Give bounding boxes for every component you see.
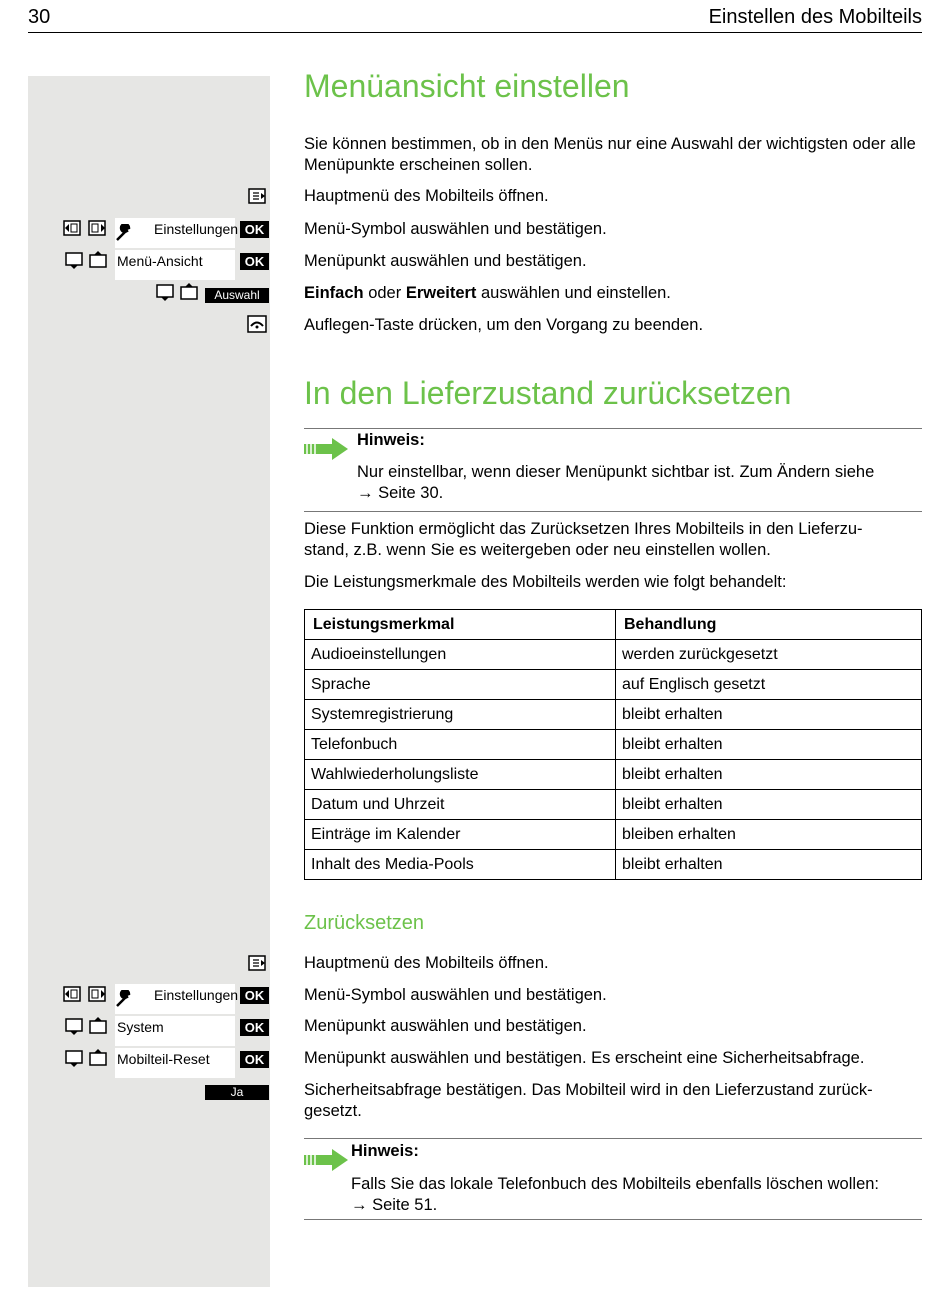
table-header-row (305, 610, 922, 640)
wrench-icon (115, 990, 133, 1008)
display-label: Einstellungen (154, 221, 239, 237)
display-einstellungen (115, 984, 239, 1014)
nav-down-key-icon (156, 284, 175, 302)
table-cell: bleibt erhalten (616, 850, 922, 880)
table-cell: bleibt erhalten (616, 760, 922, 790)
nav-up-key-icon (89, 1016, 108, 1034)
table-cell: bleibt erhalten (616, 700, 922, 730)
ok-softkey[interactable]: OK (240, 253, 269, 270)
table-row (305, 640, 922, 670)
table-cell: bleibt erhalten (616, 790, 922, 820)
step-select-reset: Menüpunkt auswählen und bestätigen. Es erscheint eine Sicherheitsabfrage. (304, 1049, 865, 1067)
hint-rule-bottom (304, 1219, 922, 1220)
display-einstellungen (115, 218, 239, 248)
nav-up-key-icon (180, 282, 199, 300)
table-cell: Wahlwiederholungsliste (305, 760, 616, 790)
reset-description-line1: Diese Funktion ermöglicht das Zurücksetzen Ihres Mobilteils in den Lieferzu- (304, 520, 863, 538)
header-rule (28, 32, 922, 33)
table-row (305, 820, 922, 850)
display-label: Einstellungen (154, 987, 239, 1003)
table-cell: Sprache (305, 670, 616, 700)
table-row (305, 700, 922, 730)
hint-text (357, 462, 922, 504)
nav-down-key-icon (65, 1018, 84, 1036)
hint-link[interactable]: → Seite 30. (357, 484, 444, 502)
display-label: System (117, 1019, 164, 1035)
nav-up-key-icon (89, 250, 108, 268)
table-cell: Systemregistrierung (305, 700, 616, 730)
step-confirm-line1: Sicherheitsabfrage bestätigen. Das Mobilteil wird in den Lieferzustand zurück- (304, 1081, 873, 1099)
hint-arrow-icon (304, 438, 348, 460)
hint-label: Hinweis: (357, 431, 425, 449)
ja-softkey[interactable]: Ja (205, 1085, 269, 1100)
auswahl-softkey[interactable]: Auswahl (205, 288, 269, 303)
table-row (305, 790, 922, 820)
display-label: Menü-Ansicht (117, 253, 203, 269)
hint-text-line: Falls Sie das lokale Telefonbuch des Mobilteils ebenfalls löschen wollen: (351, 1175, 879, 1193)
table-cell: bleiben erhalten (616, 820, 922, 850)
table-cell: auf Englisch gesetzt (616, 670, 922, 700)
intro-paragraph: Sie können bestimmen, ob in den Menüs nur eine Auswahl der wichtigsten oder alle Menüpunkte erscheinen sollen. (304, 135, 916, 174)
nav-left-key-icon (63, 219, 82, 237)
step-confirm-line2: gesetzt. (304, 1102, 362, 1120)
step-confirm (304, 1080, 922, 1122)
table-cell: werden zurückgesetzt (616, 640, 922, 670)
ok-softkey[interactable]: OK (240, 1051, 269, 1068)
display-menu-ansicht (115, 250, 235, 280)
table-row (305, 670, 922, 700)
table-cell: Audioeinstellungen (305, 640, 616, 670)
reset-description-line2: stand, z.B. wenn Sie es weitergeben oder neu einstellen wollen. (304, 541, 771, 559)
ok-softkey[interactable]: OK (240, 1019, 269, 1036)
step-open-menu: Hauptmenü des Mobilteils öffnen. (304, 187, 549, 205)
table-cell: Inhalt des Media-Pools (305, 850, 616, 880)
column-header: Leistungsmerkmal (305, 610, 616, 640)
features-intro: Die Leistungsmerkmale des Mobilteils werden wie folgt behandelt: (304, 573, 787, 591)
hint-rule-bottom (304, 511, 922, 512)
hint-text (351, 1174, 922, 1216)
hint-text-line: Nur einstellbar, wenn dieser Menüpunkt sichtbar ist. Zum Ändern siehe (357, 463, 875, 481)
section-title-zuruecksetzen: Zurücksetzen (304, 912, 425, 934)
display-mobilteil-reset (115, 1048, 235, 1078)
option-rest: auswählen und einstellen. (476, 284, 671, 302)
wrench-icon (115, 224, 133, 242)
step-select-item: Menüpunkt auswählen und bestätigen. (304, 252, 587, 270)
hint-rule-top (304, 1138, 922, 1139)
reset-description (304, 519, 922, 561)
option-erweitert: Erweitert (405, 284, 477, 302)
running-header: Einstellen des Mobilteils (708, 6, 922, 28)
table-cell: bleibt erhalten (616, 730, 922, 760)
hint-label: Hinweis: (351, 1142, 419, 1160)
section-title-menuansicht: Menüansicht einstellen (304, 68, 630, 104)
end-call-key-icon (247, 315, 267, 333)
table-row (305, 850, 922, 880)
display-system (115, 1016, 235, 1046)
display-label: Mobilteil-Reset (117, 1051, 210, 1067)
step-select-symbol: Menü-Symbol auswählen und bestätigen. (304, 220, 607, 238)
nav-down-key-icon (65, 252, 84, 270)
step-option (304, 283, 922, 304)
nav-right-key-icon (88, 219, 107, 237)
features-table (304, 609, 922, 880)
menu-key-icon (248, 187, 267, 205)
page-number: 30 (28, 6, 51, 28)
hint-link[interactable]: → Seite 51. (351, 1196, 438, 1214)
step-hang-up: Auflegen-Taste drücken, um den Vorgang zu beenden. (304, 316, 704, 334)
step-select-symbol: Menü-Symbol auswählen und bestätigen. (304, 986, 607, 1004)
nav-up-key-icon (89, 1048, 108, 1066)
nav-right-key-icon (88, 985, 107, 1003)
table-cell: Datum und Uhrzeit (305, 790, 616, 820)
nav-down-key-icon (65, 1050, 84, 1068)
hint-arrow-icon (304, 1149, 348, 1171)
ok-softkey[interactable]: OK (240, 987, 269, 1004)
option-einfach: Einfach (304, 284, 364, 302)
ok-softkey[interactable]: OK (240, 221, 269, 238)
nav-left-key-icon (63, 985, 82, 1003)
table-cell: Einträge im Kalender (305, 820, 616, 850)
menu-key-icon (248, 954, 267, 972)
column-header: Behandlung (616, 610, 922, 640)
table-row (305, 730, 922, 760)
section-title-lieferzustand: In den Lieferzustand zurücksetzen (304, 375, 792, 411)
option-oder: oder (363, 284, 406, 302)
table-row (305, 760, 922, 790)
step-select-item: Menüpunkt auswählen und bestätigen. (304, 1017, 587, 1035)
step-open-menu: Hauptmenü des Mobilteils öffnen. (304, 954, 549, 972)
table-cell: Telefonbuch (305, 730, 616, 760)
hint-rule-top (304, 428, 922, 429)
